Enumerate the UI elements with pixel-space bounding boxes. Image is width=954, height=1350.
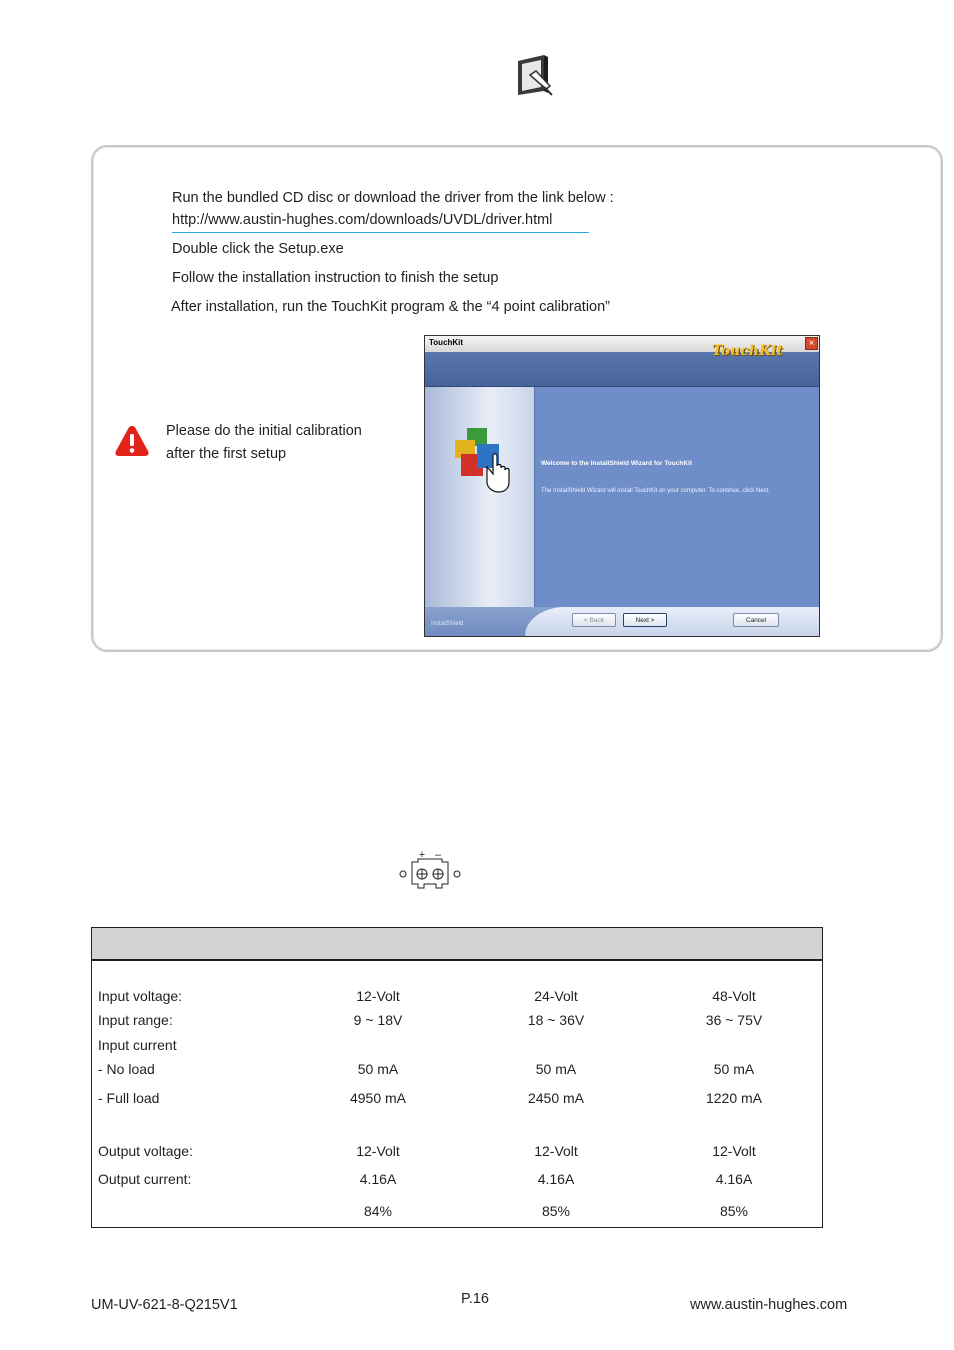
next-button[interactable]: Next > [623,613,667,627]
spec-row-label: - Full load [98,1090,160,1106]
spec-value-12v: 12-Volt [356,988,400,1004]
installer-title: TouchKit [429,338,464,347]
spec-row-label: Input range: [98,1012,173,1028]
installer-window-hand-icon [453,424,513,494]
document-code: UM-UV-621-8-Q215V1 [91,1297,238,1313]
step-run-calibration: After installation, run the TouchKit program & the “4 point calibration” [171,299,610,315]
page-number: P.16 [461,1291,489,1307]
spec-value-12v: 4950 mA [349,1090,407,1106]
spec-value-24v: 18 ~ 36V [527,1012,585,1028]
spec-value-48v: 36 ~ 75V [705,1012,763,1028]
spec-table-header [92,928,822,961]
installshield-brand: InstallShield [431,621,464,627]
spec-value-24v: 4.16A [537,1171,575,1187]
spec-row-label: Output current: [98,1171,192,1187]
spec-row-label: - No load [98,1061,155,1077]
installer-screenshot [424,335,820,637]
spec-value-12v: 4.16A [359,1171,397,1187]
spec-value-48v: 1220 mA [705,1090,763,1106]
spec-value-48v: 4.16A [715,1171,753,1187]
back-button[interactable]: < Back [572,613,616,627]
website-url: www.austin-hughes.com [690,1297,848,1313]
power-spec-table [91,927,823,1228]
calibration-note-line-2: after the first setup [166,446,287,462]
cancel-button[interactable]: Cancel [733,613,779,627]
close-icon[interactable]: × [805,337,818,350]
dc-terminal-connector-icon [398,848,462,890]
link-underline [172,232,589,233]
spec-value-24v: 85% [541,1203,571,1219]
step-run-setup: Double click the Setup.exe [172,241,344,257]
spec-value-12v: 50 mA [357,1061,399,1077]
calibration-note-line-1: Please do the initial calibration [166,423,362,439]
spec-value-12v: 84% [363,1203,393,1219]
driver-download-link[interactable]: http://www.austin-hughes.com/downloads/UVDL/driver.html [172,212,553,228]
touch-monitor-icon [514,53,558,97]
spec-row-label: Input voltage: [98,988,183,1004]
installer-welcome-text: Welcome to the InstallShield Wizard for TouchKit [541,460,693,467]
touchkit-logo: TouchKit [712,343,783,359]
spec-value-24v: 50 mA [535,1061,577,1077]
spec-value-24v: 2450 mA [527,1090,585,1106]
spec-value-48v: 50 mA [713,1061,755,1077]
spec-value-12v: 12-Volt [356,1143,400,1159]
spec-value-12v: 9 ~ 18V [353,1012,403,1028]
spec-row-label: Input current [98,1037,177,1053]
step-download-driver: Run the bundled CD disc or download the driver from the link below : [172,190,614,206]
installer-description: The InstallShield Wizard will install TouchKit on your computer. To continue, click Next. [541,488,770,494]
spec-value-48v: 12-Volt [712,1143,756,1159]
warning-icon [114,424,150,458]
installer-side-panel [425,387,535,607]
spec-value-24v: 12-Volt [534,1143,578,1159]
spec-value-48v: 48-Volt [712,988,756,1004]
spec-row-label: Output voltage: [98,1143,193,1159]
spec-value-24v: 24-Volt [534,988,578,1004]
spec-value-48v: 85% [719,1203,749,1219]
minus-terminal-label: – [434,849,442,861]
installer-main-area [535,387,820,607]
step-follow-instructions: Follow the installation instruction to finish the setup [172,270,499,286]
plus-terminal-label: + [418,849,426,861]
